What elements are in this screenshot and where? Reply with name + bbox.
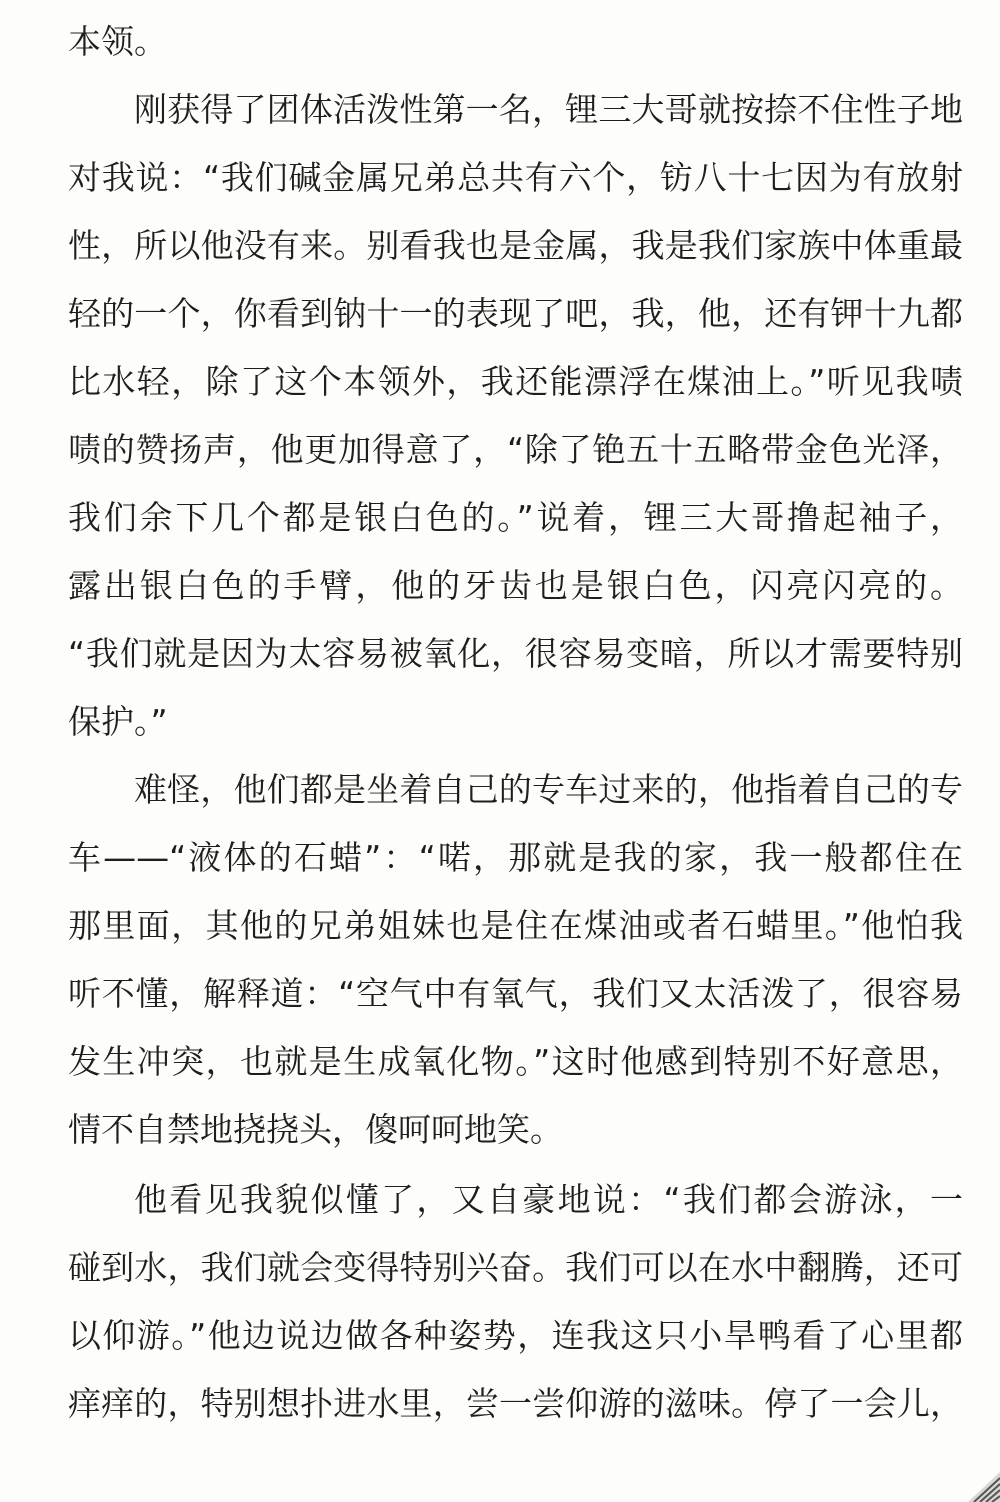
text-line-9: 露出银白色的手臂，他的牙齿也是银白色，闪亮闪亮的。 (68, 566, 963, 605)
text-line-21: 痒痒的，特别想扑进水里，尝一尝仰游的滋味。停了一会儿， (68, 1384, 963, 1423)
text-line-11: 保护。” (68, 702, 168, 741)
text-line-5: 轻的一个，你看到钠十一的表现了吧，我，他，还有钾十九都 (68, 294, 963, 333)
page-corner-icon (960, 1462, 1000, 1502)
text-line-18: 他看见我貌似懂了，又自豪地说：“我们都会游泳，一 (134, 1180, 963, 1219)
text-line-4: 性，所以他没有来。别看我也是金属，我是我们家族中体重最 (68, 226, 963, 265)
text-line-2: 刚获得了团体活泼性第一名，锂三大哥就按捺不住性子地 (134, 90, 963, 129)
text-line-10: “我们就是因为太容易被氧化，很容易变暗，所以才需要特别 (68, 634, 963, 673)
text-line-3: 对我说：“我们碱金属兄弟总共有六个，钫八十七因为有放射 (68, 158, 963, 197)
text-line-16: 发生冲突，也就是生成氧化物。”这时他感到特别不好意思， (68, 1042, 963, 1081)
text-line-8: 我们余下几个都是银白色的。”说着，锂三大哥撸起袖子， (68, 498, 963, 537)
text-line-15: 听不懂，解释道：“空气中有氧气，我们又太活泼了，很容易 (68, 974, 963, 1013)
text-line-13: 车——“液体的石蜡”：“喏，那就是我的家，我一般都住在 (68, 838, 963, 877)
text-line-1: 本领。 (68, 22, 167, 61)
text-line-17: 情不自禁地挠挠头，傻呵呵地笑。 (68, 1110, 563, 1149)
text-line-14: 那里面，其他的兄弟姐妹也是住在煤油或者石蜡里。”他怕我 (68, 906, 963, 945)
text-line-20: 以仰游。”他边说边做各种姿势，连我这只小旱鸭看了心里都 (68, 1316, 963, 1355)
text-line-12: 难怪，他们都是坐着自己的专车过来的，他指着自己的专 (134, 770, 963, 809)
text-line-6: 比水轻，除了这个本领外，我还能漂浮在煤油上。”听见我啧 (68, 362, 963, 401)
text-line-19: 碰到水，我们就会变得特别兴奋。我们可以在水中翻腾，还可 (68, 1248, 963, 1287)
text-line-7: 啧的赞扬声，他更加得意了，“除了铯五十五略带金色光泽， (68, 430, 963, 469)
